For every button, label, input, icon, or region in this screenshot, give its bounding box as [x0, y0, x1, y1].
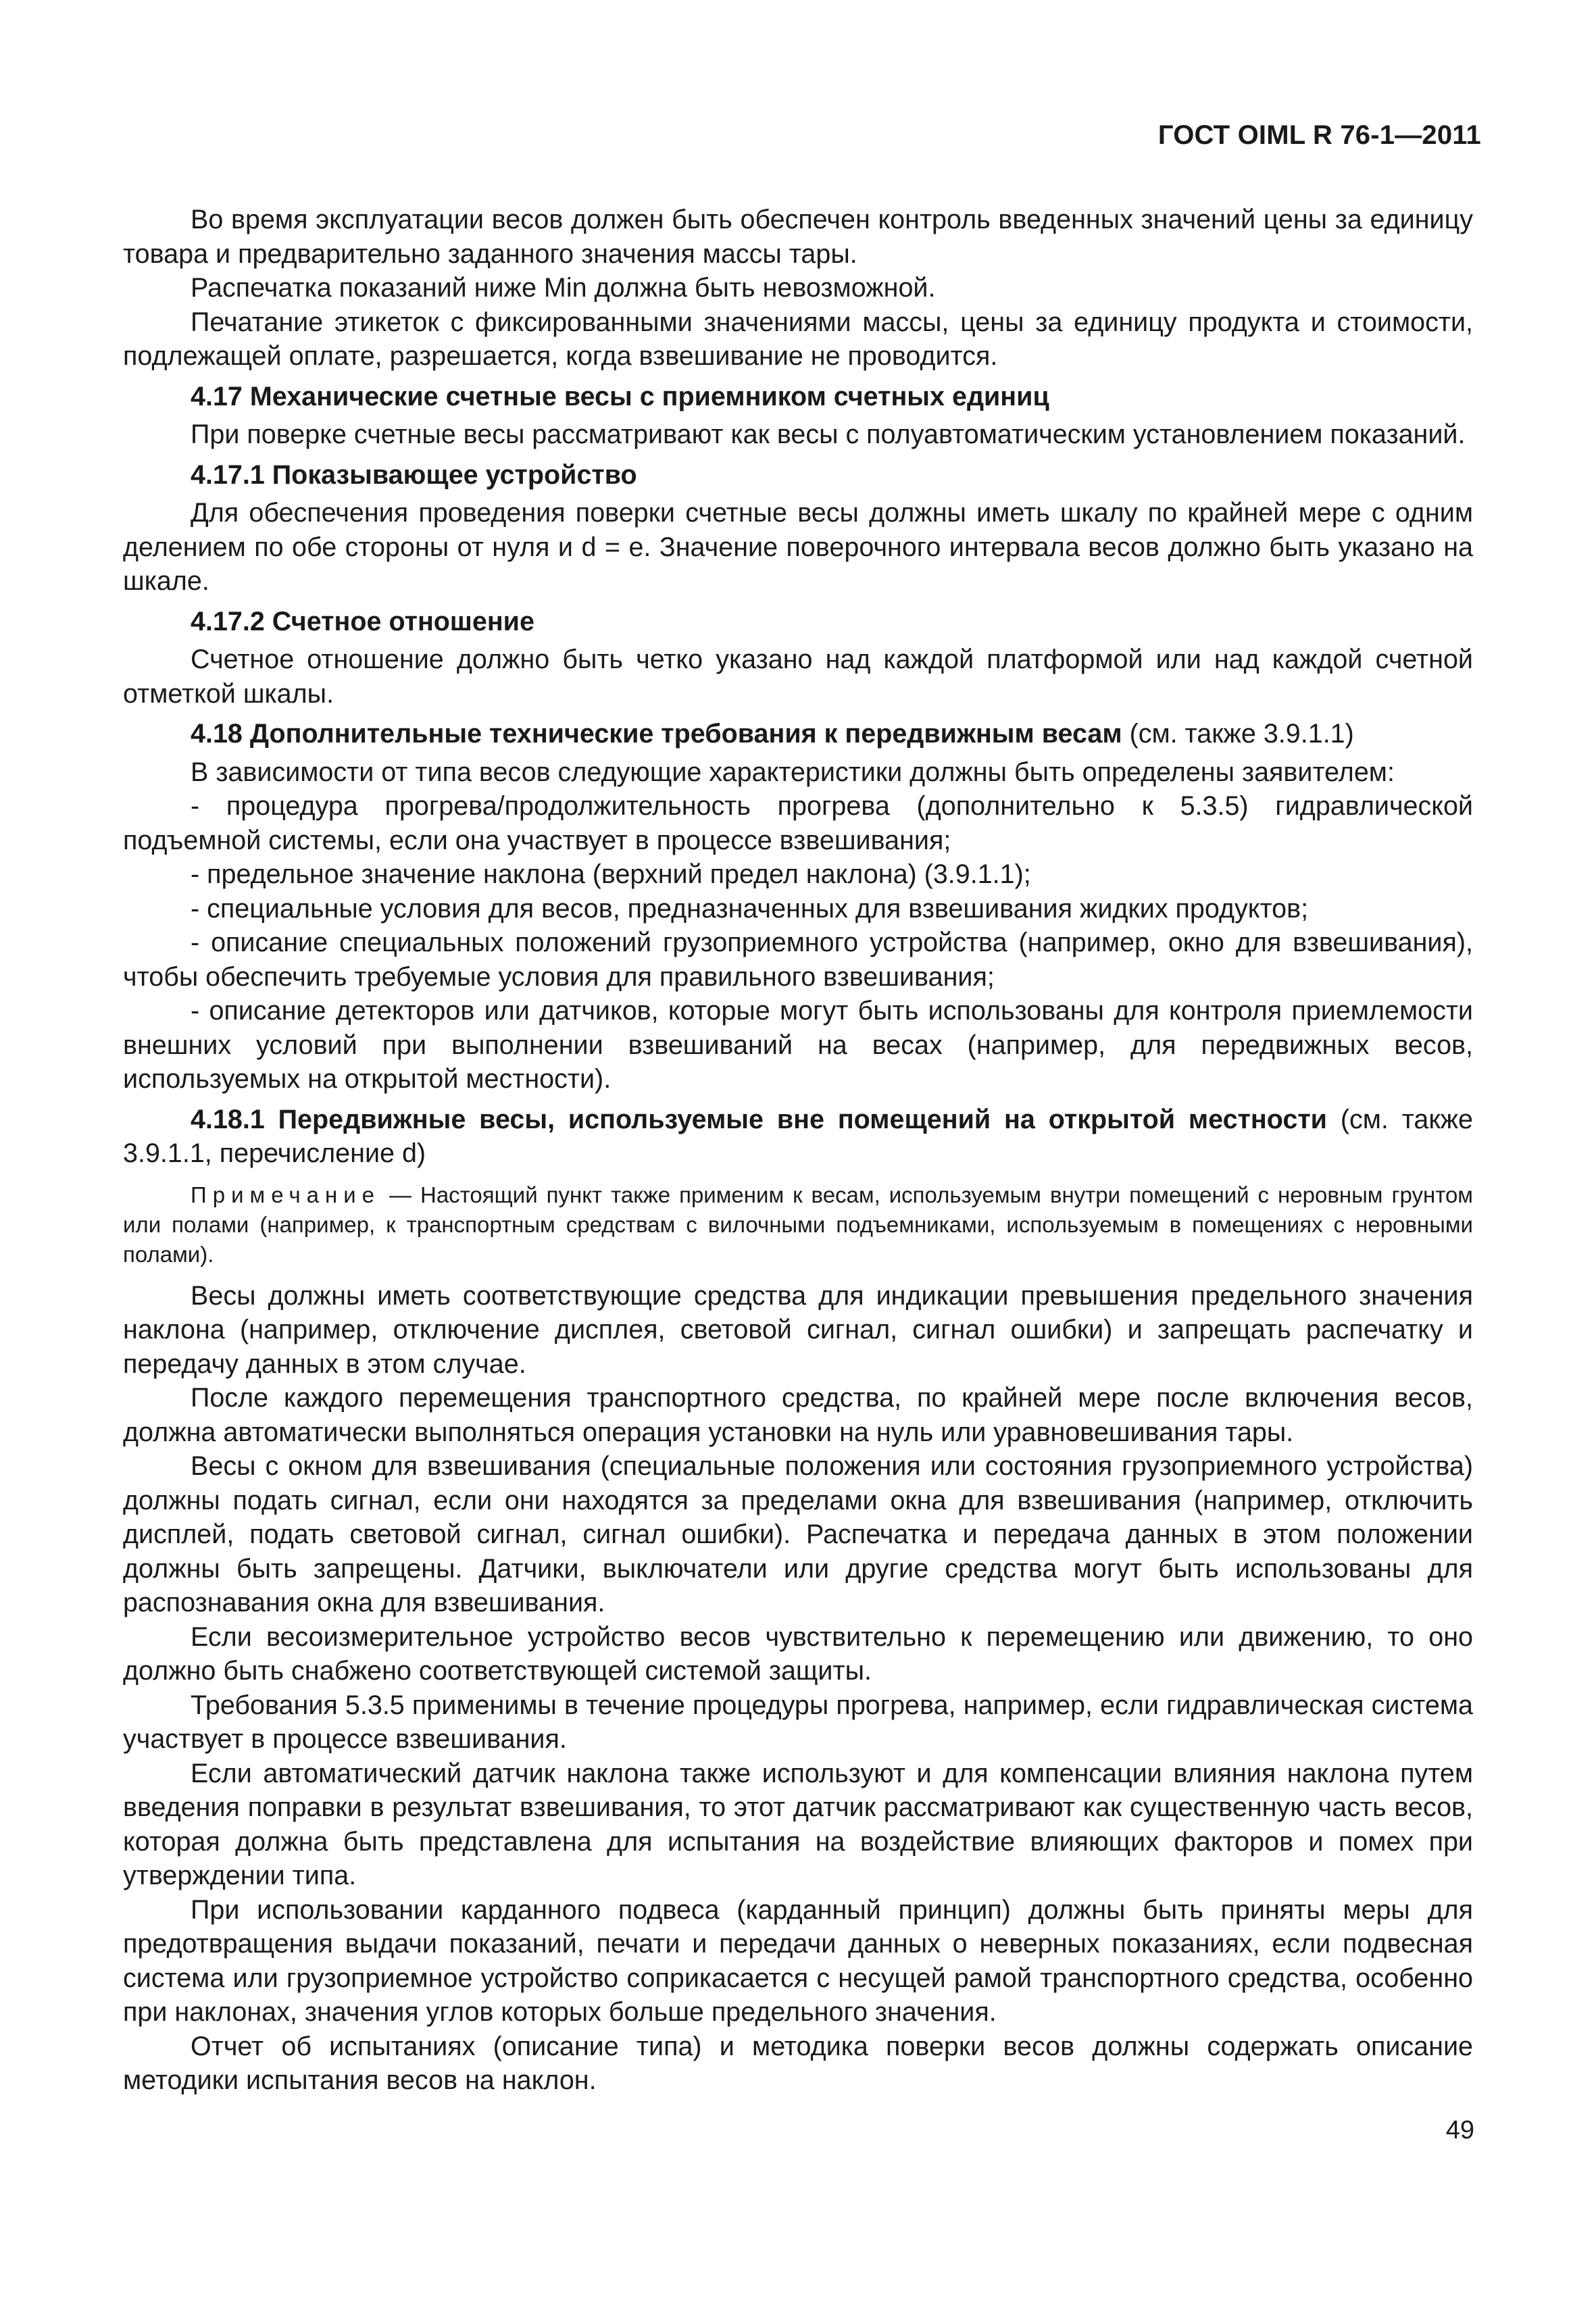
body-paragraph: Во время эксплуатации весов должен быть обеспечен контроль введенных значений цены за единицу товара и предварительно заданного значения массы тары.: [123, 205, 1473, 269]
standard-code-header: ГОСТ OIML R 76-1—2011: [1157, 120, 1481, 150]
body-paragraph: - процедура прогрева/продолжительность прогрева (дополнительно к 5.3.5) гидравлической подъемной системы, если она участвует в процессе взвешивания;: [123, 791, 1473, 855]
section-heading: [123, 605, 1473, 639]
body-paragraph: - специальные условия для весов, предназначенных для взвешивания жидких продуктов;: [191, 893, 1309, 924]
body-paragraph: При поверке счетные весы рассматривают как весы с полуавтоматическим установлением показаний.: [191, 420, 1466, 449]
section-heading: [123, 380, 1473, 414]
section-heading-text: 4.18 Дополнительные технические требования к передвижным весам: [191, 719, 1122, 749]
note-label: Примечание: [191, 1182, 381, 1207]
section-heading: [123, 458, 1473, 493]
section-heading-text: 4.17 Механические счетные весы с приемником счетных единиц: [191, 381, 1049, 411]
body-paragraph: В зависимости от типа весов следующие характеристики должны быть определены заявителем:: [191, 757, 1395, 787]
body-paragraph: Весы должны иметь соответствующие средства для индикации превышения предельного значения наклона (например, отключение дисплея, световой сигнал, сигнал ошибки) и запрещать распечатку и передачу данных в этом случае.: [123, 1280, 1473, 1379]
body-paragraph: Печатание этикеток с фиксированными значениями массы, цены за единицу продукта и стоимости, подлежащей оплате, разрешается, когда взвешивание не проводится.: [123, 307, 1473, 371]
note-paragraph: [123, 1180, 1473, 1269]
body-paragraph: - предельное значение наклона (верхний предел наклона) (3.9.1.1);: [191, 859, 1031, 889]
body-paragraph: При использовании карданного подвеса (карданный принцип) должны быть приняты меры для предотвращения выдачи показаний, печати и передачи данных о неверных показаниях, если подвесная система или грузоприемное устройство соприкасается с несущей рамой транспортного средства, особенно при наклонах, значения углов которых больше предельного значения.: [123, 1894, 1473, 2027]
note-text: — Настоящий пункт также применим к весам, используемым внутри помещений с неровным грунтом или полами (например, к транспортным средствам с вилочными подъемниками, используемым в помещениях с неровными полами).: [123, 1182, 1473, 1267]
body-paragraph: Если автоматический датчик наклона также используют и для компенсации влияния наклона путем введения поправки в результат взвешивания, то этот датчик рассматривают как существенную часть весов, которая должна быть представлена для испытания на воздействие влияющих факторов и помех при утверждении типа.: [123, 1758, 1473, 1890]
body-paragraph: Для обеспечения проведения поверки счетные весы должны иметь шкалу по крайней мере с одним делением по обе стороны от нуля и d = e. Значение поверочного интервала весов должно быть указано на шкале.: [123, 498, 1473, 596]
section-heading-text: 4.17.2 Счетное отношение: [191, 606, 534, 636]
section-heading-reference: (см. также 3.9.1.1, перечисление d): [123, 1104, 1473, 1168]
section-heading: [123, 1103, 1473, 1171]
section-heading: [123, 717, 1473, 751]
body-paragraph: - описание детекторов или датчиков, которые могут быть использованы для контроля приемлемости внешних условий при выполнении взвешиваний на весах (например, для передвижных весов, используемых на открытой местности).: [123, 996, 1473, 1094]
page-number: 49: [1445, 2116, 1474, 2144]
body-paragraph: Если весоизмерительное устройство весов чувствительно к перемещению или движению, то оно должно быть снабжено соответствующей системой защиты.: [123, 1621, 1473, 1686]
body-paragraph: Счетное отношение должно быть четко указано над каждой платформой или над каждой счетной отметкой шкалы.: [123, 645, 1473, 709]
body-paragraph: Распечатка показаний ниже Min должна быть невозможной.: [191, 273, 936, 303]
body-paragraph: После каждого перемещения транспортного средства, по крайней мере после включения весов, должна автоматически выполняться операция установки на нуль или уравновешивания тары.: [123, 1383, 1473, 1447]
section-heading-text: 4.17.1 Показывающее устройство: [191, 459, 637, 490]
section-heading-reference: (см. также 3.9.1.1): [1122, 719, 1354, 749]
body-paragraph: Весы с окном для взвешивания (специальные положения или состояния грузоприемного устройства) должны подать сигнал, если они находятся за пределами окна для взвешивания (например, отключить дисплей, подать световой сигнал, сигнал ошибки). Распечатка и передача данных в этом положении должны быть запрещены. Датчики, выключатели или другие средства могут быть использованы для распознавания окна для взвешивания.: [123, 1451, 1473, 1617]
body-paragraph: Требования 5.3.5 применимы в течение процедуры прогрева, например, если гидравлическая система участвует в процессе взвешивания.: [123, 1690, 1473, 1754]
section-heading-text: 4.18.1 Передвижные весы, используемые вне помещений на открытой местности: [191, 1104, 1327, 1134]
body-paragraph: - описание специальных положений грузоприемного устройства (например, окно для взвешивания), чтобы обеспечить требуемые условия для правильного взвешивания;: [123, 928, 1473, 992]
document-body: [123, 203, 1473, 2098]
body-paragraph: Отчет об испытаниях (описание типа) и методика поверки весов должны содержать описание методики испытания весов на наклон.: [123, 2031, 1473, 2095]
